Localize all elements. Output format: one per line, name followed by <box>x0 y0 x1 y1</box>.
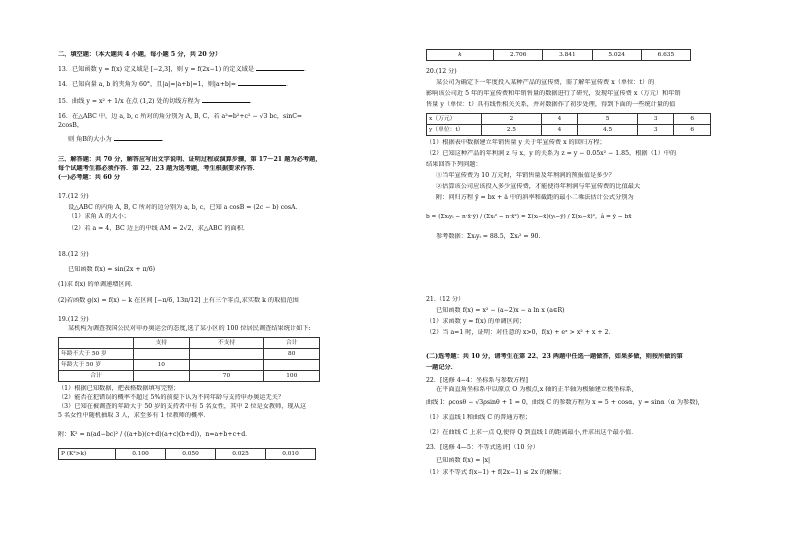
question-20-part2-cont: 结果回答下列问题： <box>426 160 482 168</box>
elective-note: (二)选考题：共 10 分，请考生在第 22、23 两题中任选一题做答，如果多做，则按所做的第 <box>426 353 683 360</box>
table-cell: 年龄不大于 50 岁 <box>59 348 134 359</box>
table-cell: k <box>427 50 494 61</box>
question-18-stem: 已知函数 f(x) = sin(2x + π/6) <box>68 265 156 273</box>
table-cell: 年龄大于 50 岁 <box>59 359 134 370</box>
answer-blank <box>202 96 250 103</box>
table-cell: 4 <box>541 113 578 124</box>
question-21-part1: （1）求函数 y = f(x) 的单调区间； <box>426 317 526 325</box>
question-19-title: 19.(12 分) <box>58 316 89 323</box>
table-cell: 10 <box>134 359 190 370</box>
table-cell: 3 <box>637 113 674 124</box>
table-cell: 3 <box>637 124 674 135</box>
table-cell: 6 <box>674 113 711 124</box>
question-17-part1: （1）求角 A 的大小； <box>68 212 130 220</box>
table-cell <box>189 359 264 370</box>
table-cell <box>264 359 320 370</box>
question-16-cont: 2cosB， <box>58 121 84 129</box>
table-cell: 0.025 <box>216 448 266 459</box>
question-22-part1: （1）求直线 l 和曲线 C 的普通方程； <box>426 413 532 421</box>
table-cell: x（万元） <box>427 113 482 124</box>
table-row <box>59 359 320 370</box>
question-21-stem: 已知函数 f(x) = x² − (a−2)x − a ln x (a∈R) <box>436 306 565 314</box>
critical-value-table-top <box>58 448 316 460</box>
table-cell: 0.100 <box>116 448 166 459</box>
table-cell: 4.5 <box>578 124 638 135</box>
table-cell: 4 <box>541 124 578 135</box>
table-cell: 5.024 <box>592 50 641 61</box>
table-cell <box>189 348 264 359</box>
question-18-part2: (2)若函数 g(x) = f(x) − k 在区间 [−π/6, 13π/12] 上有三个零点,求实数 k 的取值范围 <box>58 296 299 304</box>
sales-data-table <box>426 113 711 136</box>
fill-in-section <box>58 51 310 145</box>
table-cell: 0.050 <box>166 448 216 459</box>
section-3-note: 每个试题考生都必须作答．第 22、23 题为选考题，考生根据要求作答． <box>58 164 259 172</box>
question-19-block <box>58 316 320 460</box>
table-cell: 6.635 <box>641 50 690 61</box>
question-22-stem: 在平面直角坐标系中以原点 O 为极点,x 轴的正半轴为极轴建立极坐标系, <box>436 385 634 393</box>
question-23-title: 23．[选修 4—5：不等式选讲]（10 分） <box>426 443 539 451</box>
table-cell: 70 <box>189 370 264 381</box>
table-cell: P (K²>k) <box>59 448 116 459</box>
question-17-title: 17.(12 分) <box>58 193 89 200</box>
question-17-stem: 设△ABC 的内角 A, B, C 所对的边分别为 a, b, c，已知 a cosB = (2c − b) cosA． <box>68 203 302 211</box>
reference-data: 参考数据：Σxᵢyᵢ = 88.5，Σxᵢ² = 90. <box>436 233 541 241</box>
question-19-stem: 某机构为调查我国公民对申办奥运会的态度,选了某小区的 100 位居民调查结果统计如下: <box>68 324 311 332</box>
table-cell <box>134 370 190 381</box>
question-20-stem: 某公司为确定下一年度投入某种产品的宣传费，需了解年宣传费 x（单位：t）的 <box>436 78 655 86</box>
question-19-part1: （1）根据已知数据，把表格数据填写完整； <box>58 384 180 392</box>
section-3-title: 三、解答题：共 70 分，解答应写出文字说明、证明过程或演算步骤，第 17～21 题为必考题， <box>58 156 322 163</box>
table-cell: 2.706 <box>494 50 543 61</box>
question-22-curves: 曲线 l：ρcosθ − √3ρsinθ + 1 = 0，曲线 C 的参数方程为 x = 5 + cosα，y = sinα（α 为参数), <box>426 398 700 406</box>
table-cell: 5 <box>578 113 638 124</box>
question-21-block <box>426 296 615 338</box>
question-20-stem-cont: 影响该公司近 5 年的年宣传费和年销售量的数据进行了研究，发现年宣传费 x（万元）和年销 <box>426 89 681 97</box>
answer-blank <box>114 134 162 141</box>
table-cell: 支持 <box>134 337 190 348</box>
table-cell: 不支持 <box>189 337 264 348</box>
answer-blank <box>238 79 286 86</box>
table-header-row <box>59 337 320 348</box>
table-cell <box>134 348 190 359</box>
question-18-block <box>58 251 299 306</box>
question-23-stem: 已知函数 f(x) = |x| <box>436 456 491 464</box>
question-20-part2: （2）已知这种产品的年利润 z 与 x，y 的关系为 z = y − 0.05x² − 1.85，根据（1）中的 <box>426 149 677 157</box>
question-20-block <box>426 68 711 242</box>
question-20-appendix: 附：问归方程 ŷ = b̂x + â 中的斜率和截距的最小二乘法估计公式分别为 <box>436 193 634 201</box>
question-23-part1: （1）求不等式 f(x−1) + f(2x−1) ≤ 2x 的解集； <box>426 468 565 476</box>
table-cell: y（单位：t） <box>427 124 482 135</box>
table-cell: 100 <box>264 370 320 381</box>
table-cell <box>59 337 134 348</box>
question-17-part2: （2）若 a = 4，BC 边上的中线 AM = 2√2，求△ABC 的面积． <box>68 224 250 232</box>
table-cell: 合计 <box>264 337 320 348</box>
question-22-part2: （2）在曲线 C 上求一点 Q,使得 Q 到直线 l 的距离最小,并求出这个最小值． <box>426 428 638 436</box>
table-row <box>59 348 320 359</box>
question-20-stem-cont: 售量 y（单位：t）具有线性相关关系，并对数据作了初步处理，得到下面的一些统计量的值 <box>426 100 676 108</box>
question-19-part2: （2）能否在犯错误的概率不超过 5%的前提下认为不同年龄与支持申办奥运无关？ <box>58 393 285 401</box>
question-20-sub1: ①当年宣传费为 10 万元时，年销售量及年利润的预报值是多少？ <box>436 171 615 179</box>
k-squared-formula: 附：K² = n(ad−bc)² / ((a+b)(c+d)(a+c)(b+d))，n=a+b+c+d． <box>58 430 252 438</box>
table-cell: 80 <box>264 348 320 359</box>
question-15: 15．曲线 y = x² + 1/x 在点 (1,2) 处的切线方程为 ． <box>58 97 257 105</box>
solution-section-intro <box>58 156 321 183</box>
question-18-title: 18.(12 分) <box>58 251 89 258</box>
question-20-sub2: ②估算该公司应该投入多少宣传费，才能使得年利润与年宣传费的比值最大 <box>436 182 641 190</box>
table-row <box>59 370 320 381</box>
question-19-part3-cont: 5 名女性中随机抽取 3 人，求至多有 1 位教师的概率． <box>58 411 210 419</box>
answer-blank <box>256 64 304 71</box>
question-22-title: 22．[选修 4−4：坐标系与参数方程] <box>426 376 528 384</box>
table-row <box>427 124 711 135</box>
table-cell: 6 <box>674 124 711 135</box>
regression-formula: b̂ = (Σxᵢyᵢ − n·x̄·ȳ) / (Σxᵢ² − n·x̄²) = Σ(xᵢ−x̄)(yᵢ−ȳ) / Σ(xᵢ−x̄)²，â = ȳ − b̂x̄ <box>426 213 632 220</box>
table-row <box>427 113 711 124</box>
elective-note-cont: 一题记分． <box>426 363 457 371</box>
required-part-title: (一)必考题：共 60 分 <box>58 173 121 181</box>
table-row <box>427 50 691 61</box>
question-20-part1: （1）根据表中数据建立年销售量 y 关于年宣传费 x 的回归方程； <box>426 138 606 146</box>
question-16-ask: 则 角B的大小为 ． <box>68 135 168 143</box>
table-cell: 2.5 <box>482 124 542 135</box>
table-cell: 合计 <box>59 370 134 381</box>
question-16: 16．在△ABC 中，边 a, b, c 所对的角分别为 A, B, C，若 a²=b²+c² − √3 bc，sinC= <box>58 112 303 120</box>
question-18-part1: (1)求 f(x) 的单调递增区间． <box>58 280 137 288</box>
question-21-title: 21.（12 分） <box>426 296 465 303</box>
question-21-part2: （2）当 a=1 时，证明：对任意的 x>0，f(x) + eˣ > x² + x + 2． <box>426 328 615 336</box>
question-17-block <box>58 193 302 234</box>
survey-table <box>58 337 320 382</box>
question-13: 13．已知函数 y = f(x) 定义域是 [−2,3]，则 y = f(2x−1) 的定义域是 ． <box>58 65 311 73</box>
question-20-title: 20.(12 分) <box>426 68 457 75</box>
table-cell: 3.841 <box>543 50 592 61</box>
table-cell: 2 <box>482 113 542 124</box>
question-19-part3: （3）已知在被调查的年龄大于 50 岁的支持者中有 5 名女性，其中 2 位是女教师，现从这 <box>58 402 307 410</box>
elective-section <box>426 353 700 478</box>
section-2-title: 二、填空题：（本大题共 4 小题，每小题 5 分，共 20 分） <box>58 51 222 58</box>
table-cell: 0.010 <box>266 448 316 459</box>
critical-value-table-bottom <box>426 49 691 61</box>
table-row <box>59 448 316 459</box>
question-14: 14．已知向量 a, b 的夹角为 60°，且|a|=|a+b|=1，则|a+b|= ． <box>58 80 293 88</box>
